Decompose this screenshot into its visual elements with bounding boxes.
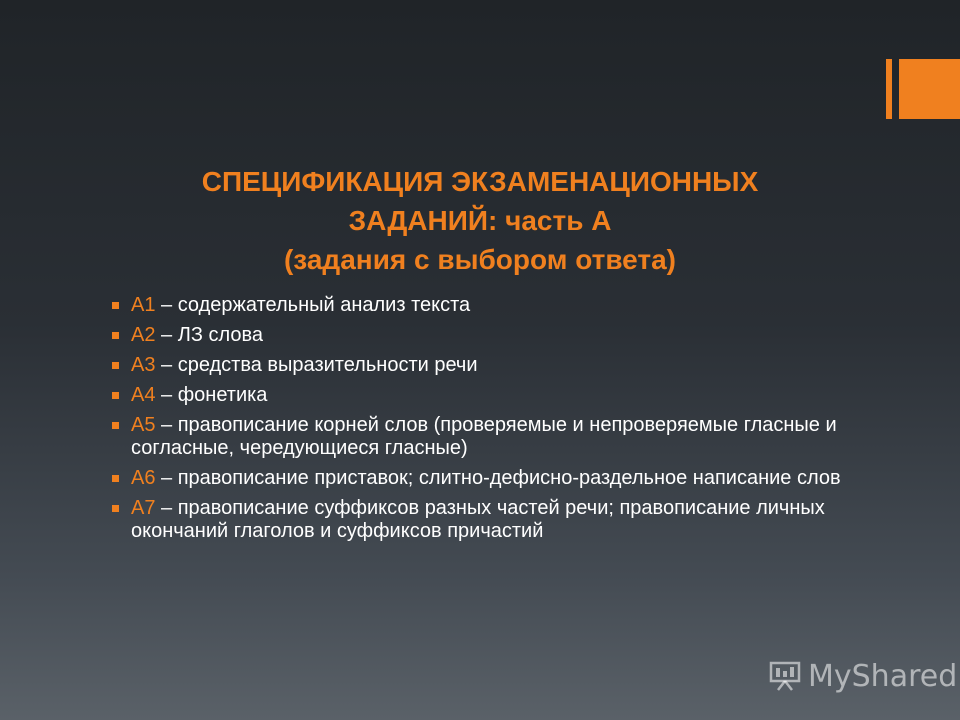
- item-text: – содержательный анализ текста: [155, 294, 471, 316]
- item-code: А7: [131, 497, 156, 519]
- title-line: ЗАДАНИЙ: часть А: [348, 205, 612, 236]
- list-item: [112, 324, 852, 347]
- watermark: [768, 656, 957, 696]
- list-item: [112, 354, 852, 377]
- item-code: А2: [131, 324, 156, 346]
- item-text: – средства выразительности речи: [155, 354, 478, 376]
- list-item: [112, 414, 852, 460]
- watermark-text: MyShared: [808, 658, 958, 694]
- title-line: (задания с выбором ответа): [283, 244, 676, 275]
- item-text: – фонетика: [155, 384, 268, 406]
- square-bullet-icon: [112, 422, 119, 429]
- accent-bar-thick: [899, 59, 960, 119]
- item-text: – правописание суффиксов разных частей речи; правописание личных окончаний глаголов и суффиксов причастий: [131, 497, 825, 542]
- slide-title: [100, 162, 860, 279]
- item-code: А6: [131, 467, 156, 489]
- item-text: – правописание корней слов (проверяемые и непроверяемые гласные и согласные, чередующиеся гласные): [131, 414, 837, 459]
- list-item: [112, 497, 852, 543]
- square-bullet-icon: [112, 332, 119, 339]
- presentation-board-icon: [768, 659, 802, 693]
- list-item: [112, 384, 852, 407]
- bullet-list: [112, 294, 852, 550]
- title-line: СПЕЦИФИКАЦИЯ ЭКЗАМЕНАЦИОННЫХ: [201, 166, 759, 197]
- item-text: – ЛЗ слова: [155, 324, 264, 346]
- square-bullet-icon: [112, 475, 119, 482]
- accent-bar-thin: [886, 59, 892, 119]
- square-bullet-icon: [112, 505, 119, 512]
- list-item: [112, 467, 852, 490]
- item-text: – правописание приставок; слитно-дефисно-раздельное написание слов: [155, 467, 841, 489]
- item-code: А1: [131, 294, 156, 316]
- list-item: [112, 294, 852, 317]
- item-code: А4: [131, 384, 156, 406]
- square-bullet-icon: [112, 392, 119, 399]
- item-code: А5: [131, 414, 156, 436]
- square-bullet-icon: [112, 302, 119, 309]
- item-code: А3: [131, 354, 156, 376]
- square-bullet-icon: [112, 362, 119, 369]
